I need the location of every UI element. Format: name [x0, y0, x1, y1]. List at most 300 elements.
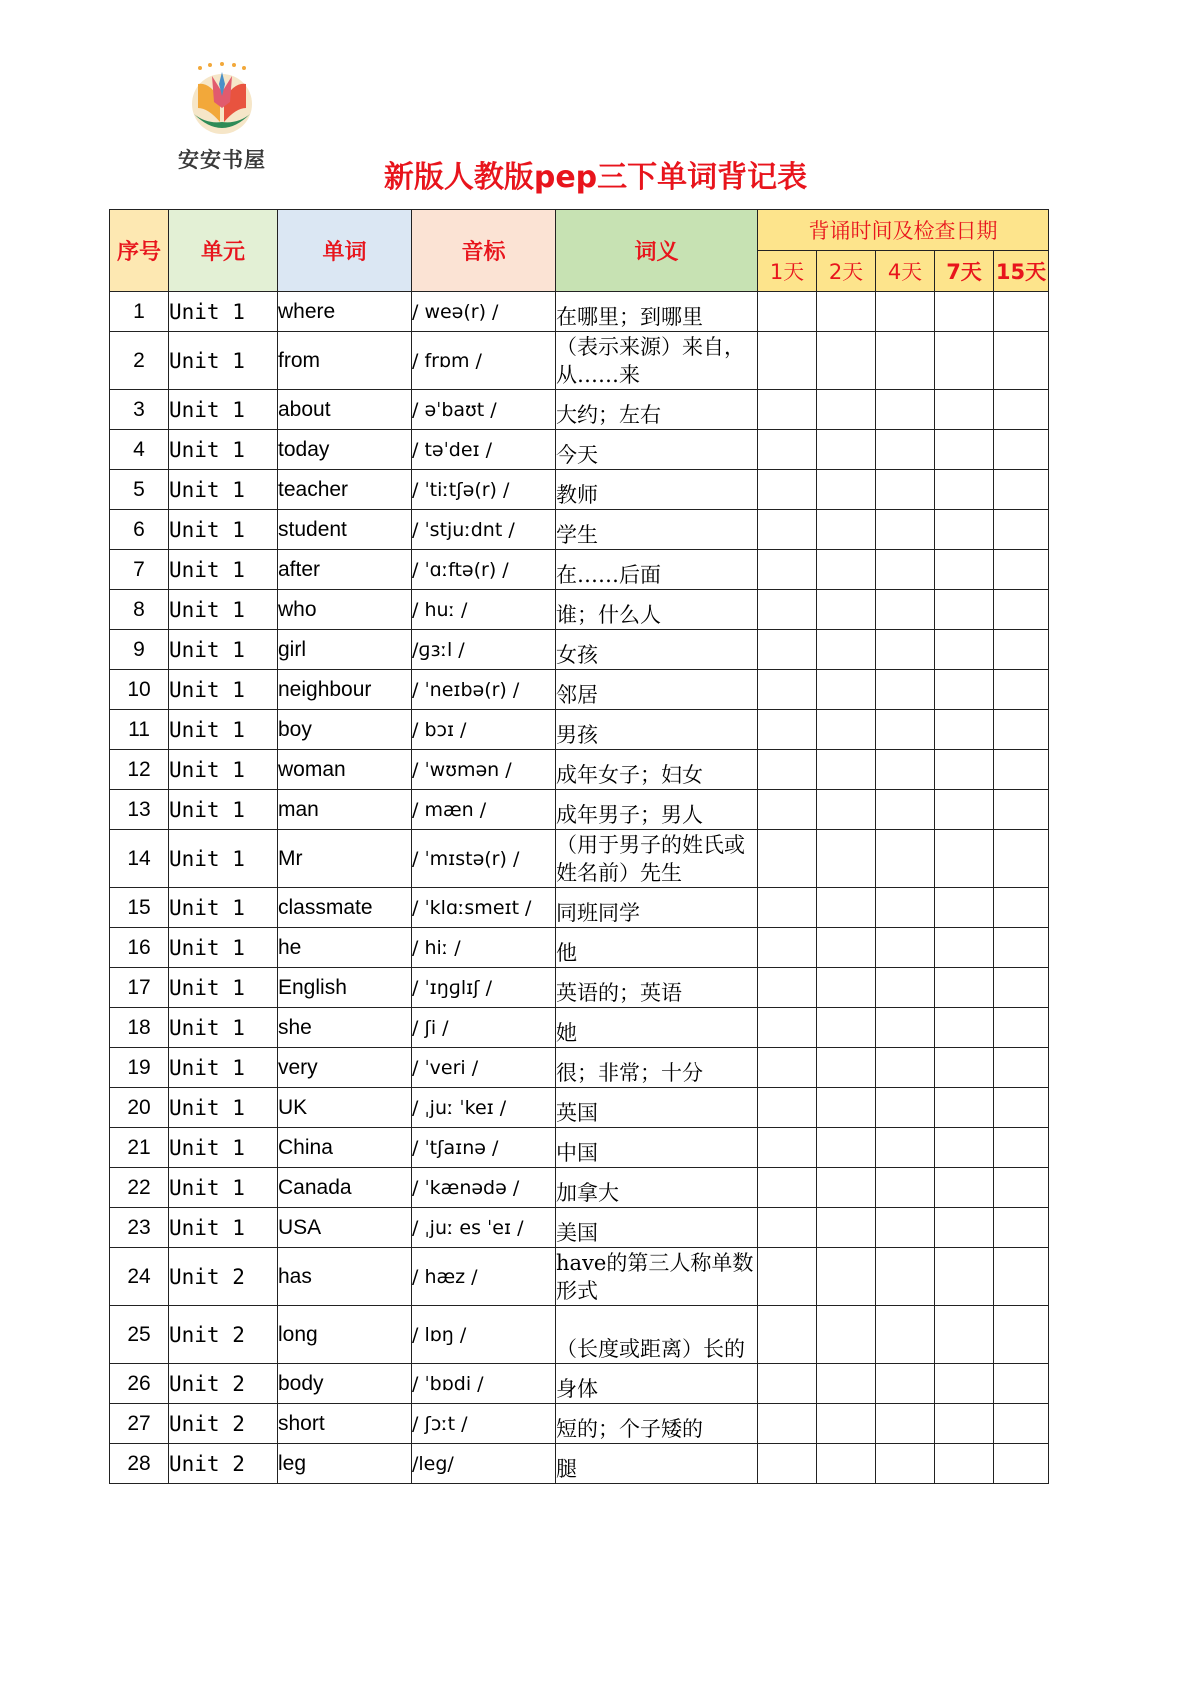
- row-word: short: [278, 1404, 412, 1444]
- review-check-cell[interactable]: [876, 928, 935, 968]
- review-check-cell[interactable]: [817, 1088, 876, 1128]
- row-meaning: 中国: [556, 1128, 758, 1168]
- row-index: 22: [110, 1168, 169, 1208]
- review-check-cell[interactable]: [994, 1208, 1049, 1248]
- review-check-cell[interactable]: [758, 830, 817, 888]
- review-check-cell[interactable]: [876, 1128, 935, 1168]
- review-check-cell[interactable]: [758, 550, 817, 590]
- review-check-cell[interactable]: [994, 630, 1049, 670]
- table-row: [110, 292, 1049, 332]
- review-check-cell[interactable]: [876, 1008, 935, 1048]
- review-check-cell[interactable]: [758, 1088, 817, 1128]
- review-check-cell[interactable]: [758, 710, 817, 750]
- table-row: [110, 790, 1049, 830]
- review-check-cell[interactable]: [994, 968, 1049, 1008]
- row-unit: Unit 1: [169, 550, 278, 590]
- row-word: UK: [278, 1088, 412, 1128]
- review-check-cell[interactable]: [817, 1248, 876, 1306]
- review-check-cell[interactable]: [817, 790, 876, 830]
- row-word: body: [278, 1364, 412, 1404]
- row-unit: Unit 1: [169, 510, 278, 550]
- review-check-cell[interactable]: [758, 1208, 817, 1248]
- row-unit: Unit 1: [169, 888, 278, 928]
- row-unit: Unit 1: [169, 1168, 278, 1208]
- review-check-cell[interactable]: [817, 510, 876, 550]
- row-meaning: 英语的；英语: [556, 968, 758, 1008]
- review-check-cell[interactable]: [994, 1008, 1049, 1048]
- review-check-cell[interactable]: [876, 390, 935, 430]
- row-index: 15: [110, 888, 169, 928]
- row-unit: Unit 1: [169, 430, 278, 470]
- review-check-cell[interactable]: [935, 1248, 994, 1306]
- table-row: [110, 830, 1049, 888]
- review-check-cell[interactable]: [758, 1048, 817, 1088]
- row-phonetic: / ʃɔːt /: [412, 1404, 556, 1444]
- row-meaning: 身体: [556, 1364, 758, 1404]
- review-check-cell[interactable]: [935, 470, 994, 510]
- row-word: from: [278, 332, 412, 390]
- review-check-cell[interactable]: [994, 430, 1049, 470]
- row-unit: Unit 1: [169, 470, 278, 510]
- header-day-7: 7天: [935, 251, 994, 292]
- review-check-cell[interactable]: [817, 1444, 876, 1484]
- table-row: [110, 1048, 1049, 1088]
- table-row: [110, 888, 1049, 928]
- review-check-cell[interactable]: [758, 1008, 817, 1048]
- row-phonetic: / ˈtiːtʃə(r) /: [412, 470, 556, 510]
- review-check-cell[interactable]: [817, 830, 876, 888]
- brand-logo: [172, 62, 272, 172]
- review-check-cell[interactable]: [817, 750, 876, 790]
- header-review: 背诵时间及检查日期: [758, 210, 1049, 251]
- row-meaning: 很；非常；十分: [556, 1048, 758, 1088]
- row-unit: Unit 1: [169, 928, 278, 968]
- review-check-cell[interactable]: [817, 710, 876, 750]
- row-phonetic: / ˈkænədə /: [412, 1168, 556, 1208]
- row-unit: Unit 2: [169, 1364, 278, 1404]
- review-check-cell[interactable]: [994, 510, 1049, 550]
- review-check-cell[interactable]: [935, 390, 994, 430]
- review-check-cell[interactable]: [876, 830, 935, 888]
- row-meaning: （表示来源）来自，从……来: [556, 332, 758, 390]
- review-check-cell[interactable]: [935, 332, 994, 390]
- row-phonetic: / ˈwʊmən /: [412, 750, 556, 790]
- review-check-cell[interactable]: [935, 292, 994, 332]
- row-unit: Unit 1: [169, 590, 278, 630]
- review-check-cell[interactable]: [758, 968, 817, 1008]
- row-meaning: 同班同学: [556, 888, 758, 928]
- table-row: [110, 710, 1049, 750]
- review-check-cell[interactable]: [758, 292, 817, 332]
- row-phonetic: / ˈmɪstə(r) /: [412, 830, 556, 888]
- row-word: student: [278, 510, 412, 550]
- review-check-cell[interactable]: [994, 1128, 1049, 1168]
- row-meaning: 他: [556, 928, 758, 968]
- row-index: 7: [110, 550, 169, 590]
- row-word: long: [278, 1306, 412, 1364]
- row-word: boy: [278, 710, 412, 750]
- table-row: [110, 332, 1049, 390]
- review-check-cell[interactable]: [876, 1208, 935, 1248]
- review-check-cell[interactable]: [935, 790, 994, 830]
- review-check-cell[interactable]: [876, 470, 935, 510]
- row-index: 23: [110, 1208, 169, 1248]
- review-check-cell[interactable]: [817, 630, 876, 670]
- review-check-cell[interactable]: [935, 510, 994, 550]
- row-phonetic: / bɔɪ /: [412, 710, 556, 750]
- review-check-cell[interactable]: [758, 1128, 817, 1168]
- review-check-cell[interactable]: [994, 928, 1049, 968]
- row-unit: Unit 1: [169, 292, 278, 332]
- row-meaning: （用于男子的姓氏或姓名前）先生: [556, 830, 758, 888]
- row-index: 16: [110, 928, 169, 968]
- review-check-cell[interactable]: [758, 1248, 817, 1306]
- review-check-cell[interactable]: [994, 790, 1049, 830]
- row-phonetic: / mæn /: [412, 790, 556, 830]
- row-meaning: 短的；个子矮的: [556, 1404, 758, 1444]
- review-check-cell[interactable]: [817, 390, 876, 430]
- row-meaning: 加拿大: [556, 1168, 758, 1208]
- review-check-cell[interactable]: [994, 888, 1049, 928]
- review-check-cell[interactable]: [817, 1048, 876, 1088]
- review-check-cell[interactable]: [935, 630, 994, 670]
- table-row: [110, 670, 1049, 710]
- row-index: 14: [110, 830, 169, 888]
- review-check-cell[interactable]: [817, 1168, 876, 1208]
- review-check-cell[interactable]: [876, 1088, 935, 1128]
- row-meaning: （长度或距离）长的: [556, 1306, 758, 1364]
- table-row: [110, 750, 1049, 790]
- row-meaning: 成年男子；男人: [556, 790, 758, 830]
- review-check-cell[interactable]: [994, 1248, 1049, 1306]
- review-check-cell[interactable]: [994, 550, 1049, 590]
- table-row: [110, 1404, 1049, 1444]
- review-check-cell[interactable]: [876, 1248, 935, 1306]
- review-check-cell[interactable]: [758, 630, 817, 670]
- review-check-cell[interactable]: [817, 1008, 876, 1048]
- review-check-cell[interactable]: [876, 292, 935, 332]
- review-check-cell[interactable]: [876, 590, 935, 630]
- row-word: where: [278, 292, 412, 332]
- table-row: [110, 590, 1049, 630]
- review-check-cell[interactable]: [817, 888, 876, 928]
- review-check-cell[interactable]: [817, 1306, 876, 1364]
- row-word: has: [278, 1248, 412, 1306]
- row-unit: Unit 1: [169, 968, 278, 1008]
- row-meaning: 她: [556, 1008, 758, 1048]
- review-check-cell[interactable]: [994, 1048, 1049, 1088]
- row-word: English: [278, 968, 412, 1008]
- header-day-15: 15天: [994, 251, 1049, 292]
- row-meaning: 在哪里；到哪里: [556, 292, 758, 332]
- review-check-cell[interactable]: [935, 1364, 994, 1404]
- row-meaning: 大约；左右: [556, 390, 758, 430]
- page-title: 新版人教版pep三下单词背记表: [383, 160, 808, 195]
- header-unit: 单元: [169, 210, 278, 292]
- row-unit: Unit 1: [169, 332, 278, 390]
- row-meaning: 学生: [556, 510, 758, 550]
- row-word: man: [278, 790, 412, 830]
- row-unit: Unit 1: [169, 750, 278, 790]
- row-phonetic: / ˌjuː ˈkeɪ /: [412, 1088, 556, 1128]
- review-check-cell[interactable]: [935, 928, 994, 968]
- review-check-cell[interactable]: [935, 1404, 994, 1444]
- row-phonetic: / ʃi /: [412, 1008, 556, 1048]
- review-check-cell[interactable]: [994, 1168, 1049, 1208]
- review-check-cell[interactable]: [876, 1048, 935, 1088]
- review-check-cell[interactable]: [994, 390, 1049, 430]
- table-row: [110, 430, 1049, 470]
- row-index: 11: [110, 710, 169, 750]
- review-check-cell[interactable]: [876, 1364, 935, 1404]
- row-word: classmate: [278, 888, 412, 928]
- table-row: [110, 1306, 1049, 1364]
- review-check-cell[interactable]: [758, 430, 817, 470]
- review-check-cell[interactable]: [758, 470, 817, 510]
- review-check-cell[interactable]: [994, 590, 1049, 630]
- review-check-cell[interactable]: [876, 790, 935, 830]
- row-phonetic: / frɒm /: [412, 332, 556, 390]
- review-check-cell[interactable]: [994, 470, 1049, 510]
- review-check-cell[interactable]: [876, 888, 935, 928]
- review-check-cell[interactable]: [817, 1128, 876, 1168]
- table-row: [110, 1248, 1049, 1306]
- row-index: 25: [110, 1306, 169, 1364]
- review-check-cell[interactable]: [817, 430, 876, 470]
- review-check-cell[interactable]: [994, 1088, 1049, 1128]
- review-check-cell[interactable]: [994, 1404, 1049, 1444]
- row-phonetic: / ˌjuː es ˈeɪ /: [412, 1208, 556, 1248]
- review-check-cell[interactable]: [876, 750, 935, 790]
- row-word: about: [278, 390, 412, 430]
- review-check-cell[interactable]: [935, 710, 994, 750]
- review-check-cell[interactable]: [817, 1208, 876, 1248]
- row-unit: Unit 1: [169, 630, 278, 670]
- row-index: 3: [110, 390, 169, 430]
- review-check-cell[interactable]: [994, 750, 1049, 790]
- table-row: [110, 550, 1049, 590]
- review-check-cell[interactable]: [758, 750, 817, 790]
- row-index: 9: [110, 630, 169, 670]
- review-check-cell[interactable]: [758, 390, 817, 430]
- row-index: 12: [110, 750, 169, 790]
- review-check-cell[interactable]: [758, 670, 817, 710]
- row-meaning: 美国: [556, 1208, 758, 1248]
- review-check-cell[interactable]: [994, 1306, 1049, 1364]
- review-check-cell[interactable]: [935, 750, 994, 790]
- row-index: 20: [110, 1088, 169, 1128]
- row-phonetic: / ˈstjuːdnt /: [412, 510, 556, 550]
- row-phonetic: / hiː /: [412, 928, 556, 968]
- row-word: woman: [278, 750, 412, 790]
- review-check-cell[interactable]: [817, 670, 876, 710]
- review-check-cell[interactable]: [935, 1008, 994, 1048]
- row-meaning: 教师: [556, 470, 758, 510]
- row-word: who: [278, 590, 412, 630]
- row-word: leg: [278, 1444, 412, 1484]
- review-check-cell[interactable]: [758, 332, 817, 390]
- row-phonetic: / ˈɪŋɡlɪʃ /: [412, 968, 556, 1008]
- review-check-cell[interactable]: [876, 1444, 935, 1484]
- review-check-cell[interactable]: [817, 928, 876, 968]
- table-row: [110, 1364, 1049, 1404]
- row-unit: Unit 1: [169, 1008, 278, 1048]
- review-check-cell[interactable]: [817, 550, 876, 590]
- row-meaning: 腿: [556, 1444, 758, 1484]
- header-day-1: 1天: [758, 251, 817, 292]
- row-word: he: [278, 928, 412, 968]
- row-phonetic: / ˈtʃaɪnə /: [412, 1128, 556, 1168]
- review-check-cell[interactable]: [935, 830, 994, 888]
- row-word: neighbour: [278, 670, 412, 710]
- row-index: 27: [110, 1404, 169, 1444]
- review-check-cell[interactable]: [935, 1088, 994, 1128]
- row-meaning: have的第三人称单数形式: [556, 1248, 758, 1306]
- table-row: [110, 1208, 1049, 1248]
- row-index: 1: [110, 292, 169, 332]
- row-phonetic: / təˈdeɪ /: [412, 430, 556, 470]
- table-row: [110, 1444, 1049, 1484]
- review-check-cell[interactable]: [758, 1404, 817, 1444]
- row-phonetic: / ˈveri /: [412, 1048, 556, 1088]
- row-index: 24: [110, 1248, 169, 1306]
- review-check-cell[interactable]: [935, 1444, 994, 1484]
- row-unit: Unit 2: [169, 1404, 278, 1444]
- review-check-cell[interactable]: [817, 470, 876, 510]
- row-phonetic: /ɡɜːl /: [412, 630, 556, 670]
- row-phonetic: / ˈklɑːsmeɪt /: [412, 888, 556, 928]
- review-check-cell[interactable]: [817, 590, 876, 630]
- row-index: 21: [110, 1128, 169, 1168]
- row-word: Mr: [278, 830, 412, 888]
- review-check-cell[interactable]: [935, 430, 994, 470]
- row-phonetic: / ˈɑːftə(r) /: [412, 550, 556, 590]
- row-index: 13: [110, 790, 169, 830]
- review-check-cell[interactable]: [758, 510, 817, 550]
- review-check-cell[interactable]: [758, 1168, 817, 1208]
- review-check-cell[interactable]: [935, 1306, 994, 1364]
- review-check-cell[interactable]: [994, 292, 1049, 332]
- review-check-cell[interactable]: [935, 888, 994, 928]
- row-unit: Unit 1: [169, 670, 278, 710]
- review-check-cell[interactable]: [817, 968, 876, 1008]
- row-index: 10: [110, 670, 169, 710]
- row-word: today: [278, 430, 412, 470]
- review-check-cell[interactable]: [935, 968, 994, 1008]
- review-check-cell[interactable]: [935, 670, 994, 710]
- row-word: China: [278, 1128, 412, 1168]
- review-check-cell[interactable]: [935, 1128, 994, 1168]
- review-check-cell[interactable]: [817, 332, 876, 390]
- row-word: after: [278, 550, 412, 590]
- row-word: USA: [278, 1208, 412, 1248]
- row-index: 19: [110, 1048, 169, 1088]
- header-day-4: 4天: [876, 251, 935, 292]
- open-book-tulip-icon: [172, 62, 272, 142]
- row-meaning: 成年女子；妇女: [556, 750, 758, 790]
- row-index: 2: [110, 332, 169, 390]
- table-row: [110, 510, 1049, 550]
- header-phonetic: 音标: [412, 210, 556, 292]
- review-check-cell[interactable]: [876, 670, 935, 710]
- row-word: she: [278, 1008, 412, 1048]
- row-index: 4: [110, 430, 169, 470]
- row-index: 28: [110, 1444, 169, 1484]
- review-check-cell[interactable]: [876, 332, 935, 390]
- table-row: [110, 630, 1049, 670]
- row-unit: Unit 1: [169, 1088, 278, 1128]
- review-check-cell[interactable]: [876, 968, 935, 1008]
- review-check-cell[interactable]: [758, 790, 817, 830]
- table-row: [110, 1088, 1049, 1128]
- review-check-cell[interactable]: [876, 1404, 935, 1444]
- header-word: 单词: [278, 210, 412, 292]
- row-meaning: 女孩: [556, 630, 758, 670]
- row-unit: Unit 1: [169, 710, 278, 750]
- row-meaning: 男孩: [556, 710, 758, 750]
- row-index: 17: [110, 968, 169, 1008]
- review-check-cell[interactable]: [817, 1364, 876, 1404]
- row-phonetic: / ˈneɪbə(r) /: [412, 670, 556, 710]
- review-check-cell[interactable]: [935, 590, 994, 630]
- review-check-cell[interactable]: [758, 590, 817, 630]
- row-unit: Unit 1: [169, 390, 278, 430]
- review-check-cell[interactable]: [935, 1208, 994, 1248]
- row-meaning: 在……后面: [556, 550, 758, 590]
- row-index: 18: [110, 1008, 169, 1048]
- row-unit: Unit 1: [169, 830, 278, 888]
- review-check-cell[interactable]: [876, 630, 935, 670]
- review-check-cell[interactable]: [876, 1306, 935, 1364]
- row-phonetic: / lɒŋ /: [412, 1306, 556, 1364]
- review-check-cell[interactable]: [758, 1444, 817, 1484]
- review-check-cell[interactable]: [876, 430, 935, 470]
- review-check-cell[interactable]: [876, 550, 935, 590]
- review-check-cell[interactable]: [876, 1168, 935, 1208]
- row-unit: Unit 2: [169, 1248, 278, 1306]
- brand-name: 安安书屋: [178, 148, 266, 172]
- row-phonetic: / huː /: [412, 590, 556, 630]
- table-row: [110, 470, 1049, 510]
- row-unit: Unit 1: [169, 1208, 278, 1248]
- review-check-cell[interactable]: [935, 550, 994, 590]
- row-phonetic: / weə(r) /: [412, 292, 556, 332]
- table-row: [110, 1168, 1049, 1208]
- review-check-cell[interactable]: [758, 1306, 817, 1364]
- review-check-cell[interactable]: [876, 710, 935, 750]
- header-meaning: 词义: [556, 210, 758, 292]
- review-check-cell[interactable]: [758, 928, 817, 968]
- table-row: [110, 390, 1049, 430]
- row-phonetic: / əˈbaʊt /: [412, 390, 556, 430]
- review-check-cell[interactable]: [817, 292, 876, 332]
- review-check-cell[interactable]: [994, 830, 1049, 888]
- row-meaning: 谁；什么人: [556, 590, 758, 630]
- review-check-cell[interactable]: [994, 710, 1049, 750]
- review-check-cell[interactable]: [994, 1444, 1049, 1484]
- review-check-cell[interactable]: [758, 888, 817, 928]
- review-check-cell[interactable]: [935, 1048, 994, 1088]
- review-check-cell[interactable]: [758, 1364, 817, 1404]
- row-word: Canada: [278, 1168, 412, 1208]
- review-check-cell[interactable]: [994, 1364, 1049, 1404]
- review-check-cell[interactable]: [935, 1168, 994, 1208]
- review-check-cell[interactable]: [994, 332, 1049, 390]
- review-check-cell[interactable]: [876, 510, 935, 550]
- row-unit: Unit 2: [169, 1306, 278, 1364]
- review-check-cell[interactable]: [994, 670, 1049, 710]
- review-check-cell[interactable]: [817, 1404, 876, 1444]
